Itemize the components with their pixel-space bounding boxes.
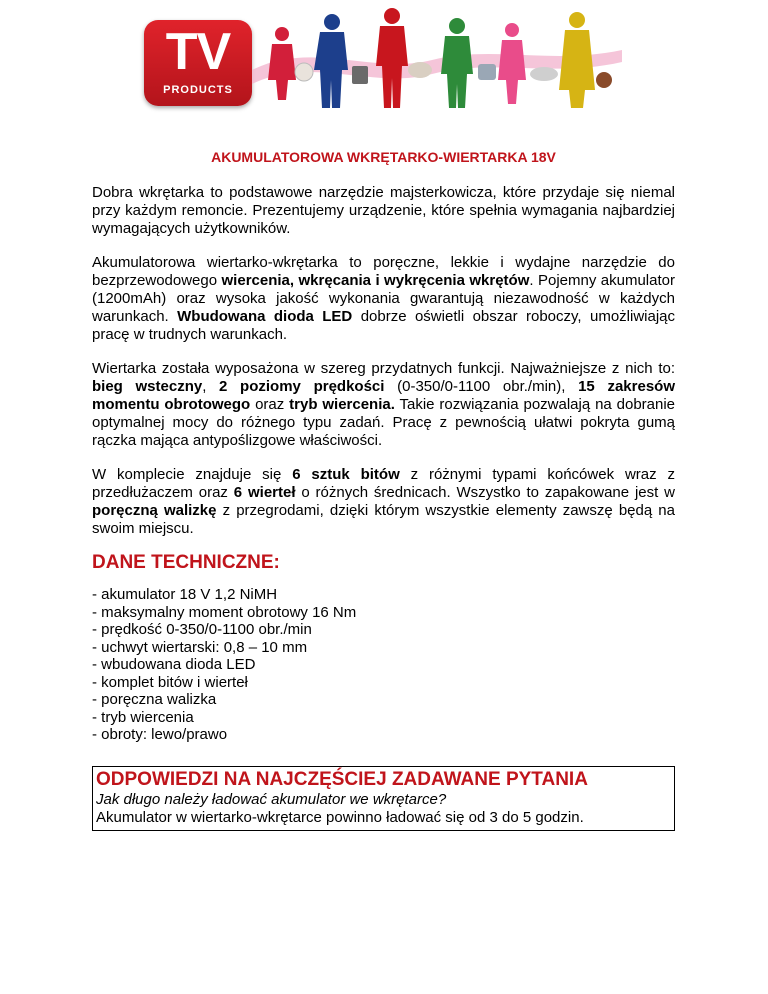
bold-text: 6 wierteł	[233, 484, 296, 501]
text: ,	[202, 378, 220, 395]
faq-question: Jak długo należy ładować akumulator we wkrętarce?	[96, 790, 447, 808]
bold-text: Wbudowana dioda LED	[177, 308, 353, 325]
text: Akumulatorowa wiertarko-wkrętarka to poręczne, lekkie i wydajne narzędzie do bezprzewodowego	[92, 254, 675, 289]
page-title: AKUMULATOROWA WKRĘTARKO-WIERTARKA 18V	[211, 149, 556, 165]
text: dobrze oświetli obszar roboczy, umożliwiając pracę w trudnych warunkach.	[92, 308, 676, 343]
bold-text: tryb wiercenia.	[289, 396, 395, 413]
logo-tv-text: TV	[165, 23, 231, 81]
text: o różnych średnicach. Wszystko to zapakowane jest w	[295, 484, 675, 501]
product-thumb-6	[596, 72, 612, 88]
text: . Pojemny akumulator (1200mAh) oraz wysoka jakość wykonania gwarantują niezawodność w każdych warunkach.	[92, 272, 675, 325]
spec-item: - obroty: lewo/prawo	[92, 726, 228, 743]
spec-item: - poręczna walizka	[92, 691, 217, 708]
text: oraz	[250, 396, 290, 413]
article-content	[92, 140, 675, 831]
tv-products-logo[interactable]	[144, 20, 252, 106]
text: W komplecie znajduje się	[92, 466, 293, 483]
text: z przegrodami, dzięki którym wszystkie elementy zawszę będą na swoim miejscu.	[92, 502, 675, 537]
spec-item: - komplet bitów i wierteł	[92, 673, 248, 691]
bold-text: 2 poziomy prędkości	[219, 378, 385, 395]
bold-text: 15 zakresów momentu obrotowego	[92, 378, 675, 413]
bold-text: poręczną walizkę	[92, 502, 217, 519]
product-thumb-1	[295, 63, 313, 81]
spec-item: - tryb wiercenia	[92, 708, 194, 726]
text: (0-350/0-1100 obr./min),	[384, 378, 579, 395]
spec-item: - akumulator 18 V 1,2 NiMH	[92, 586, 278, 603]
header-banner	[140, 0, 620, 112]
faq-heading: ODPOWIEDZI NA NAJCZĘŚCIEJ ZADAWANE PYTANIA	[96, 768, 588, 790]
features-paragraph	[92, 254, 675, 344]
faq-box	[92, 766, 675, 831]
faq-answer: Akumulator w wiertarko-wkrętarce powinno ładować się od 3 do 5 godzin.	[96, 808, 584, 826]
text: z różnymi typami końcówek wraz z przedłużaczem oraz	[92, 466, 675, 501]
text: Takie rozwiązania pozwalają na dobranie optymalnej mocy do różnego typu zadań. Pracę z pewnością ułatwi pokryta gumą rączka mająca antypoślizgowe właściwości.	[92, 396, 676, 449]
person-yellow-figure	[559, 12, 595, 108]
product-thumb-5	[530, 67, 558, 81]
functions-paragraph	[92, 360, 675, 450]
bold-text: 6 sztuk bitów	[292, 466, 400, 483]
product-thumb-3	[408, 62, 432, 78]
logo-products-text: PRODUCTS	[163, 84, 233, 96]
spec-item: - uchwyt wiertarski: 0,8 – 10 mm	[92, 638, 308, 656]
product-thumb-2	[352, 66, 368, 84]
person-green-figure	[441, 18, 473, 108]
kit-paragraph	[92, 466, 675, 538]
person-blue-figure	[314, 14, 348, 108]
spec-item: - maksymalny moment obrotowy 16 Nm	[92, 603, 357, 621]
spec-item: - wbudowana dioda LED	[92, 656, 256, 673]
people-silhouettes-illustration	[252, 0, 622, 112]
text: Wiertarka została wyposażona w szereg przydatnych funkcji. Najważniejsze z nich to:	[92, 360, 675, 377]
bold-text: bieg wsteczny	[92, 378, 203, 395]
person-pink-figure	[498, 23, 526, 104]
person-red-suit-figure	[376, 8, 408, 108]
specs-heading: DANE TECHNICZNE:	[92, 552, 280, 573]
specs-list	[92, 586, 675, 744]
product-thumb-4	[478, 64, 496, 80]
bold-text: wiercenia, wkręcania i wykręcenia wkrętów	[221, 272, 530, 289]
intro-paragraph: Dobra wkrętarka to podstawowe narzędzie majsterkowicza, które przydaje się niemal przy każdym remoncie. Prezentujemy urządzenie, które spełnia wymagania najbardziej wymagających użytkowników.	[92, 184, 675, 237]
spec-item: - prędkość 0-350/0-1100 obr./min	[92, 621, 312, 638]
person-red-figure	[268, 27, 296, 100]
